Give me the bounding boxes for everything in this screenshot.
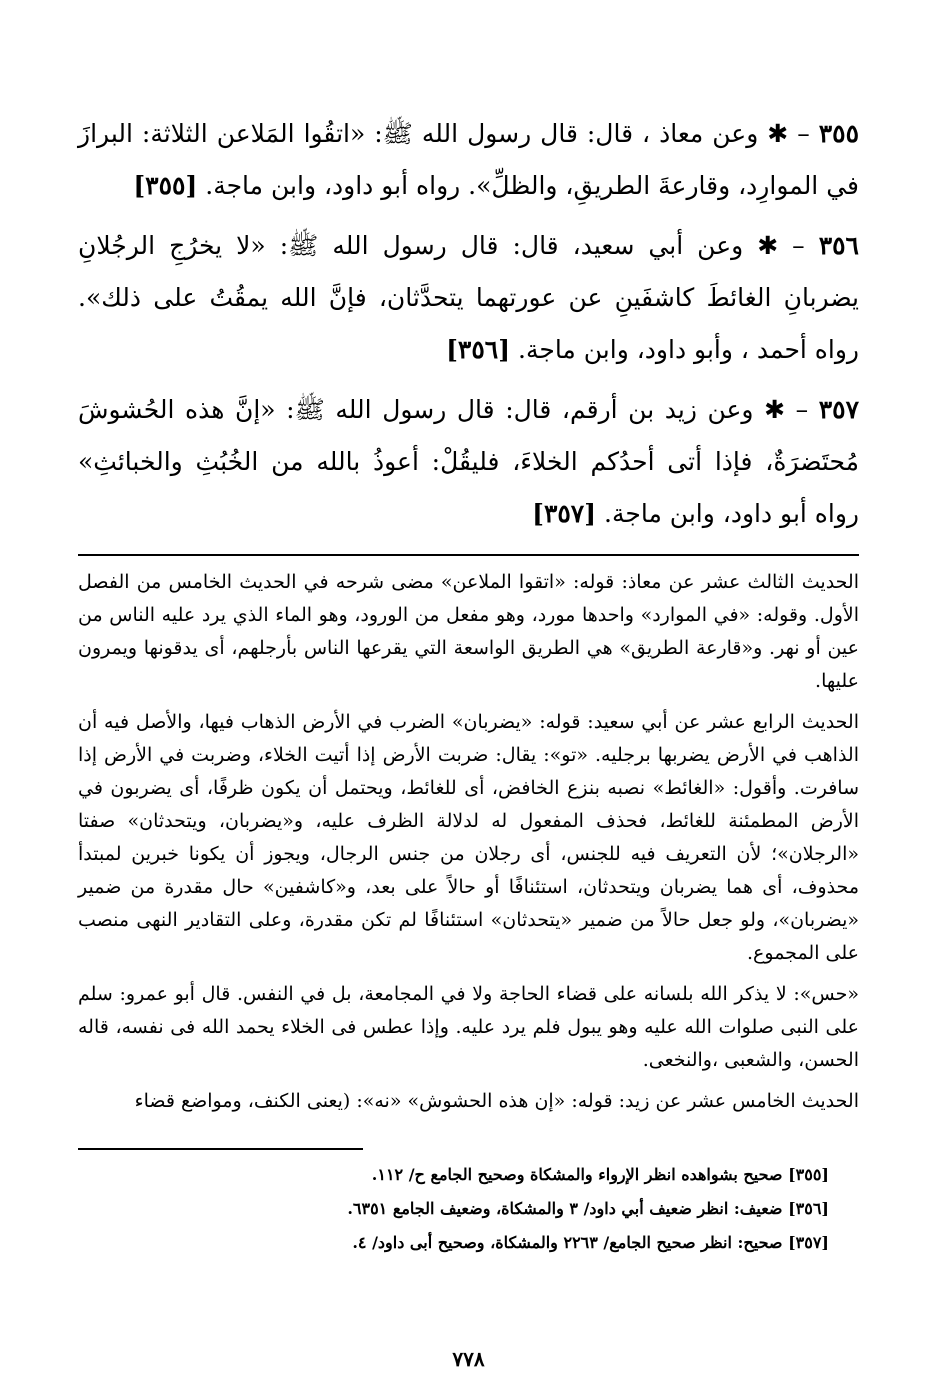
commentary-paragraph: الحديث الرابع عشر عن أبي سعيد: قوله: «يضربان» الضرب في الأرض الذهاب فيها، والأصل فيه أن الذاهب في الأرض يضربها برجليه. «تو»: يقال: ضربت الأرض إذا أتيت الخلاء، وضربت في الأرض إذا سافرت. وأقول: «الغائط» نصبه بنزع الخافض، أى للغائط، ويحتمل أن يكون ظرفًا، أى يضربون في الأرض المطمئنة للغائط، فحذف المفعول له لدلالة الظرف عليه، و«يضربان، ويتحدثان» صفتا «الرجلان»؛ لأن التعريف فيه للجنس، أى رجلان من جنس الرجال، ويجوز أن يكونا خبرين لمبتدأ محذوف، أى هما يضربان ويتحدثان، استئنافًا أو حالاً على بعد، و«كاشفين» حال مقدرة من ضمير «يضربان»، ولو جعل حالاً من ضمير «يتحدثان» استئنافًا لم تكن مقدرة، وعلى التقادير النهى منصب على المجموع.: [78, 711, 859, 964]
footnote-355: [٣٥٥] صحيح بشواهده انظر الإرواء والمشكاة وصحيح الجامع ح/ ١١٢.: [371, 1165, 829, 1184]
footnote-356: [٣٥٦] ضعيف: انظر ضعيف أبي داود/ ٣ والمشكاة، وضعيف الجامع ٦٣٥١.: [347, 1199, 829, 1218]
hadith-number: ٣٥٦: [818, 231, 859, 260]
section-divider: [78, 554, 859, 556]
page-number: ٧٧٨: [452, 1347, 485, 1371]
hadith-355: [78, 108, 859, 212]
hadith-reference: [٣٥٦]: [446, 335, 511, 364]
hadith-number: ٣٥٧: [818, 395, 860, 424]
footnote-357: [٣٥٧] صحيح: انظر صحيح الجامع/ ٢٢٦٣ والمشكاة، وصحيح أبى داود/ ٤.: [352, 1233, 829, 1252]
page-body: [78, 108, 859, 1260]
hadith-reference: [٣٥٥]: [133, 171, 198, 200]
footnote-divider: [78, 1148, 363, 1150]
hadith-356: [78, 220, 859, 376]
footnotes: [78, 1158, 859, 1260]
hadith-text: – ✱ وعن أبي سعيد، قال: قال رسول الله ﷺ: «لا يخرُجِ الرجُلانِ يضربانِ الغائطَ كاشفَينِ عن عورتهما يتحدَّثان، فإنَّ الله يمقُتُ على ذلك». رواه أحمد ، وأبو داود، وابن ماجة.: [78, 231, 859, 364]
commentary-paragraph: «حس»: لا يذكر الله بلسانه على قضاء الحاجة ولا في المجامعة، بل في النفس. قال أبو عمرو: سلم على النبى صلوات الله عليه وهو يبول فلم يرد عليه. وإذا عطس فى الخلاء يحمد الله فى نفسه، قاله الحسن، والشعبى ،والنخعى.: [78, 983, 859, 1071]
hadith-text: – ✱ وعن معاذ ، قال: قال رسول الله ﷺ: «اتقُوا المَلاعن الثلاثة: البرازَ في الموارِد، وقارعةَ الطريقِ، والظلِّ». رواه أبو داود، وابن ماجة.: [78, 119, 859, 200]
hadith-357: [78, 384, 859, 540]
hadith-text: – ✱ وعن زيد بن أرقم، قال: قال رسول الله ﷺ: «إنَّ هذه الحُشوشَ مُحتَضرَةٌ، فإذا أتى أحدُكم الخلاءَ، فليقُلْ: أعوذُ بالله من الخُبُثِ والخبائثِ» رواه أبو داود، وابن ماجة.: [78, 395, 859, 528]
commentary-paragraph: الحديث الثالث عشر عن معاذ: قوله: «اتقوا الملاعن» مضى شرحه في الحديث الخامس من الفصل الأول. وقوله: «في الموارد» واحدها مورد، وهو مفعل من الورود، وهو الماء الذي يرد عليه الناس من عين أو نهر. و«قارعة الطريق» هي الطريق الواسعة التي يقرعها الناس بأرجلهم، أى يدقونها ويمرون عليها.: [78, 571, 859, 692]
hadith-number: ٣٥٥: [818, 119, 860, 148]
hadith-reference: [٣٥٧]: [532, 499, 597, 528]
commentary-paragraph: الحديث الخامس عشر عن زيد: قوله: «إن هذه الحشوش» «نه»: (يعنى الكنف، ومواضع قضاء: [134, 1090, 859, 1112]
